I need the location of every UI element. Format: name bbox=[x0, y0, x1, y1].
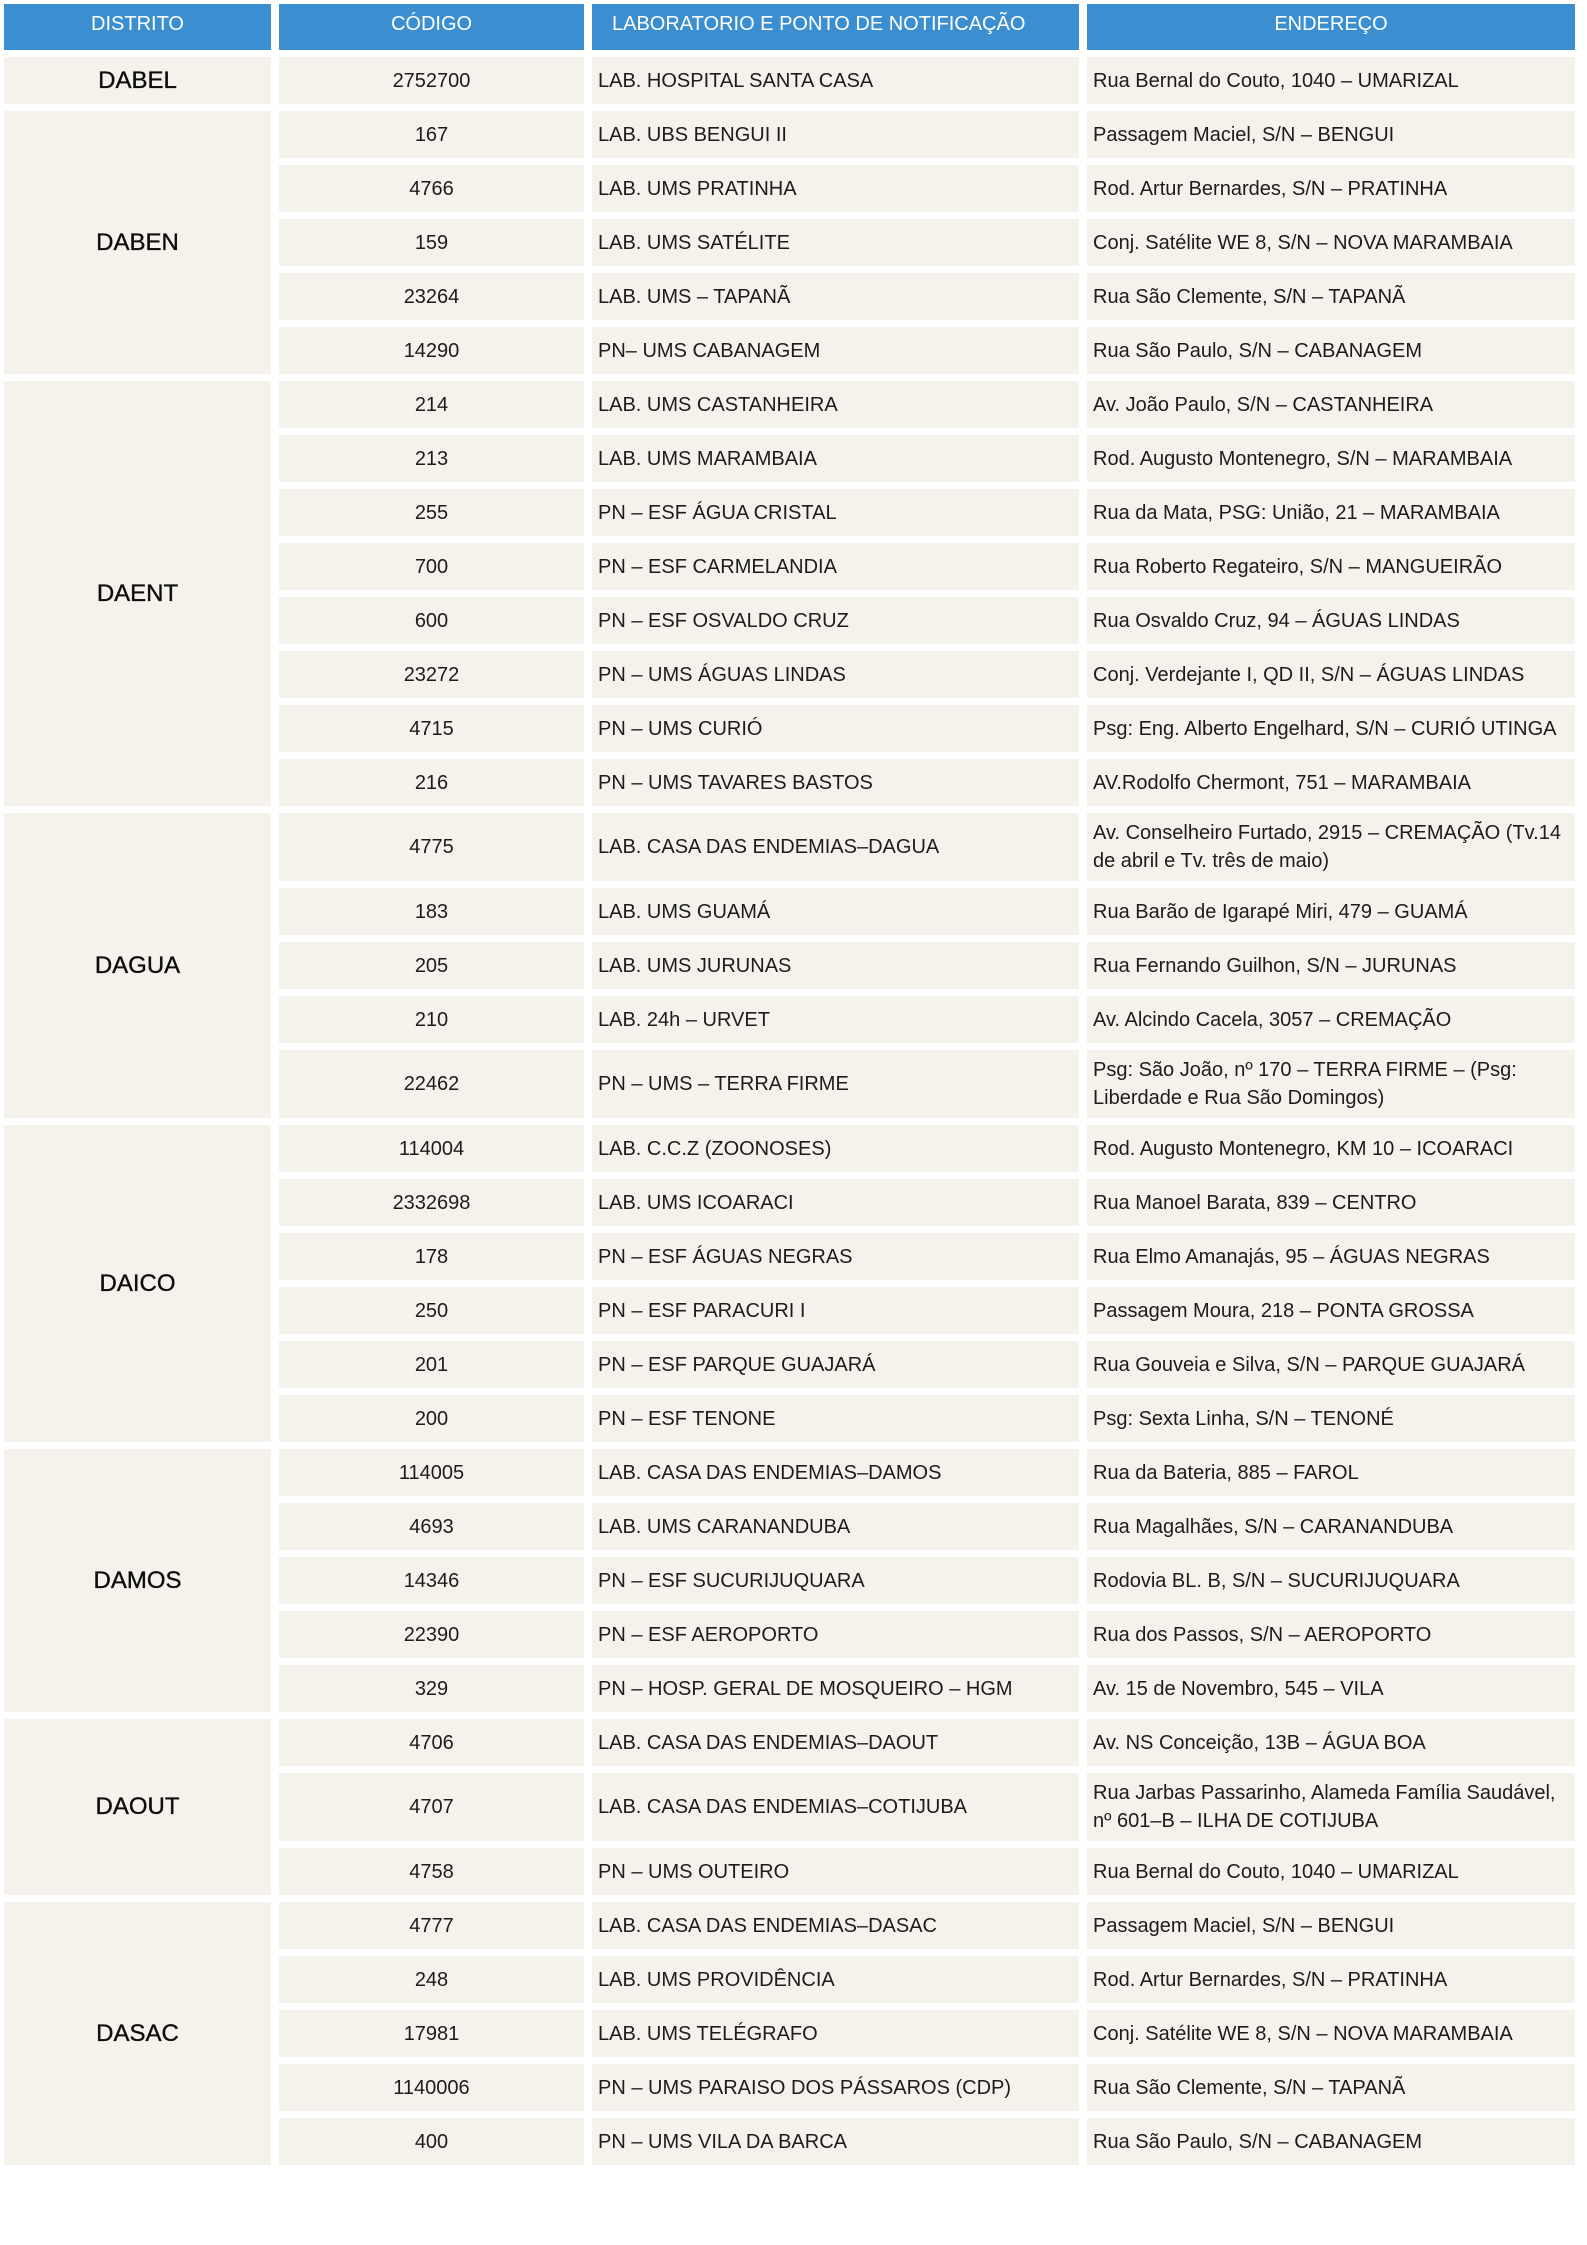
endereco-cell: Passagem Maciel, S/N – BENGUI bbox=[1087, 111, 1575, 158]
table-row bbox=[4, 381, 1575, 428]
codigo-cell: 329 bbox=[279, 1665, 584, 1712]
laboratorio-cell: LAB. UMS SATÉLITE bbox=[592, 219, 1079, 266]
codigo-cell: 22462 bbox=[279, 1050, 584, 1118]
endereco-cell: Rua Elmo Amanajás, 95 – ÁGUAS NEGRAS bbox=[1087, 1233, 1575, 1280]
codigo-cell: 600 bbox=[279, 597, 584, 644]
endereco-cell: Av. Conselheiro Furtado, 2915 – CREMAÇÃO (Tv.14 de abril e Tv. três de maio) bbox=[1087, 813, 1575, 881]
laboratorio-cell: PN – ESF CARMELANDIA bbox=[592, 543, 1079, 590]
endereco-cell: Rod. Augusto Montenegro, S/N – MARAMBAIA bbox=[1087, 435, 1575, 482]
laboratorio-cell: LAB. UMS TELÉGRAFO bbox=[592, 2010, 1079, 2057]
laboratorio-cell: PN – ESF SUCURIJUQUARA bbox=[592, 1557, 1079, 1604]
codigo-cell: 255 bbox=[279, 489, 584, 536]
laboratorio-cell: PN – UMS ÁGUAS LINDAS bbox=[592, 651, 1079, 698]
endereco-cell: Psg: Sexta Linha, S/N – TENONÉ bbox=[1087, 1395, 1575, 1442]
codigo-cell: 210 bbox=[279, 996, 584, 1043]
laboratorio-cell: PN – ESF TENONE bbox=[592, 1395, 1079, 1442]
endereco-cell: Rua Gouveia e Silva, S/N – PARQUE GUAJARÁ bbox=[1087, 1341, 1575, 1388]
laboratorio-cell: PN – UMS VILA DA BARCA bbox=[592, 2118, 1079, 2165]
endereco-cell: Rua dos Passos, S/N – AEROPORTO bbox=[1087, 1611, 1575, 1658]
distrito-cell: DABEN bbox=[4, 111, 271, 374]
laboratorio-cell: PN – ESF ÁGUAS NEGRAS bbox=[592, 1233, 1079, 1280]
endereco-cell: Rua Fernando Guilhon, S/N – JURUNAS bbox=[1087, 942, 1575, 989]
endereco-cell: Rua São Clemente, S/N – TAPANÃ bbox=[1087, 2064, 1575, 2111]
laboratorio-cell: PN – UMS PARAISO DOS PÁSSAROS (CDP) bbox=[592, 2064, 1079, 2111]
codigo-cell: 17981 bbox=[279, 2010, 584, 2057]
endereco-cell: Passagem Moura, 218 – PONTA GROSSA bbox=[1087, 1287, 1575, 1334]
table-row bbox=[4, 1902, 1575, 1949]
table-row bbox=[4, 1719, 1575, 1766]
codigo-cell: 2332698 bbox=[279, 1179, 584, 1226]
codigo-cell: 700 bbox=[279, 543, 584, 590]
laboratorio-cell: LAB. UMS CARANANDUBA bbox=[592, 1503, 1079, 1550]
endereco-cell: Rua da Mata, PSG: União, 21 – MARAMBAIA bbox=[1087, 489, 1575, 536]
endereco-cell: Rua Jarbas Passarinho, Alameda Família Saudável, nº 601–B – ILHA DE COTIJUBA bbox=[1087, 1773, 1575, 1841]
endereco-cell: Rua São Paulo, S/N – CABANAGEM bbox=[1087, 2118, 1575, 2165]
distrito-cell: DASAC bbox=[4, 1902, 271, 2165]
header-endereco: ENDEREÇO bbox=[1087, 4, 1575, 50]
endereco-cell: Av. Alcindo Cacela, 3057 – CREMAÇÃO bbox=[1087, 996, 1575, 1043]
table-row bbox=[4, 813, 1575, 881]
laboratorio-cell: LAB. HOSPITAL SANTA CASA bbox=[592, 57, 1079, 104]
laboratorio-cell: LAB. CASA DAS ENDEMIAS–DASAC bbox=[592, 1902, 1079, 1949]
laboratorio-cell: LAB. UMS PROVIDÊNCIA bbox=[592, 1956, 1079, 2003]
laboratorio-cell: PN – UMS OUTEIRO bbox=[592, 1848, 1079, 1895]
codigo-cell: 216 bbox=[279, 759, 584, 806]
endereco-cell: Rua Bernal do Couto, 1040 – UMARIZAL bbox=[1087, 57, 1575, 104]
endereco-cell: Rodovia BL. B, S/N – SUCURIJUQUARA bbox=[1087, 1557, 1575, 1604]
table-row bbox=[4, 1449, 1575, 1496]
laboratorio-cell: PN – ESF OSVALDO CRUZ bbox=[592, 597, 1079, 644]
distrito-cell: DAOUT bbox=[4, 1719, 271, 1895]
codigo-cell: 23272 bbox=[279, 651, 584, 698]
laboratorio-cell: LAB. UMS PRATINHA bbox=[592, 165, 1079, 212]
codigo-cell: 213 bbox=[279, 435, 584, 482]
endereco-cell: Rua São Paulo, S/N – CABANAGEM bbox=[1087, 327, 1575, 374]
laboratorio-cell: PN – ESF AEROPORTO bbox=[592, 1611, 1079, 1658]
codigo-cell: 200 bbox=[279, 1395, 584, 1442]
codigo-cell: 4758 bbox=[279, 1848, 584, 1895]
endereco-cell: Av. NS Conceição, 13B – ÁGUA BOA bbox=[1087, 1719, 1575, 1766]
table-header bbox=[4, 4, 1575, 50]
laboratorio-cell: LAB. CASA DAS ENDEMIAS–DAGUA bbox=[592, 813, 1079, 881]
table-row bbox=[4, 111, 1575, 158]
table-row bbox=[4, 1125, 1575, 1172]
endereco-cell: Rua Manoel Barata, 839 – CENTRO bbox=[1087, 1179, 1575, 1226]
endereco-cell: Rua Magalhães, S/N – CARANANDUBA bbox=[1087, 1503, 1575, 1550]
codigo-cell: 201 bbox=[279, 1341, 584, 1388]
header-laboratorio: LABORATORIO E PONTO DE NOTIFICAÇÃO bbox=[592, 4, 1079, 50]
laboratorio-cell: LAB. UMS MARAMBAIA bbox=[592, 435, 1079, 482]
distrito-cell: DABEL bbox=[4, 57, 271, 104]
codigo-cell: 4777 bbox=[279, 1902, 584, 1949]
codigo-cell: 178 bbox=[279, 1233, 584, 1280]
codigo-cell: 114004 bbox=[279, 1125, 584, 1172]
header-row bbox=[4, 4, 1575, 50]
endereco-cell: Psg: Eng. Alberto Engelhard, S/N – CURIÓ UTINGA bbox=[1087, 705, 1575, 752]
codigo-cell: 4707 bbox=[279, 1773, 584, 1841]
distrito-cell: DAGUA bbox=[4, 813, 271, 1118]
laboratorio-cell: PN – UMS – TERRA FIRME bbox=[592, 1050, 1079, 1118]
laboratorio-cell: PN – ESF PARQUE GUAJARÁ bbox=[592, 1341, 1079, 1388]
codigo-cell: 114005 bbox=[279, 1449, 584, 1496]
endereco-cell: Rua Bernal do Couto, 1040 – UMARIZAL bbox=[1087, 1848, 1575, 1895]
laboratorio-cell: LAB. UMS CASTANHEIRA bbox=[592, 381, 1079, 428]
laboratorio-cell: PN– UMS CABANAGEM bbox=[592, 327, 1079, 374]
codigo-cell: 14346 bbox=[279, 1557, 584, 1604]
laboratorio-cell: LAB. UMS GUAMÁ bbox=[592, 888, 1079, 935]
laboratorio-cell: LAB. CASA DAS ENDEMIAS–DAMOS bbox=[592, 1449, 1079, 1496]
laboratorio-cell: LAB. CASA DAS ENDEMIAS–DAOUT bbox=[592, 1719, 1079, 1766]
endereco-cell: Rod. Artur Bernardes, S/N – PRATINHA bbox=[1087, 1956, 1575, 2003]
laboratorio-cell: LAB. UMS JURUNAS bbox=[592, 942, 1079, 989]
laboratorio-cell: LAB. C.C.Z (ZOONOSES) bbox=[592, 1125, 1079, 1172]
endereco-cell: Conj. Verdejante I, QD II, S/N – ÁGUAS LINDAS bbox=[1087, 651, 1575, 698]
codigo-cell: 4766 bbox=[279, 165, 584, 212]
laboratorio-cell: PN – UMS TAVARES BASTOS bbox=[592, 759, 1079, 806]
codigo-cell: 183 bbox=[279, 888, 584, 935]
endereco-cell: Rua São Clemente, S/N – TAPANÃ bbox=[1087, 273, 1575, 320]
laboratorio-cell: PN – ESF PARACURI I bbox=[592, 1287, 1079, 1334]
codigo-cell: 22390 bbox=[279, 1611, 584, 1658]
codigo-cell: 1140006 bbox=[279, 2064, 584, 2111]
laboratorio-cell: LAB. UMS ICOARACI bbox=[592, 1179, 1079, 1226]
endereco-cell: Psg: São João, nº 170 – TERRA FIRME – (Psg: Liberdade e Rua São Domingos) bbox=[1087, 1050, 1575, 1118]
endereco-cell: Passagem Maciel, S/N – BENGUI bbox=[1087, 1902, 1575, 1949]
codigo-cell: 4706 bbox=[279, 1719, 584, 1766]
endereco-cell: Conj. Satélite WE 8, S/N – NOVA MARAMBAIA bbox=[1087, 2010, 1575, 2057]
codigo-cell: 250 bbox=[279, 1287, 584, 1334]
endereco-cell: Rua Barão de Igarapé Miri, 479 – GUAMÁ bbox=[1087, 888, 1575, 935]
codigo-cell: 4715 bbox=[279, 705, 584, 752]
endereco-cell: Rod. Artur Bernardes, S/N – PRATINHA bbox=[1087, 165, 1575, 212]
laboratorio-cell: PN – ESF ÁGUA CRISTAL bbox=[592, 489, 1079, 536]
laboratorio-cell: LAB. CASA DAS ENDEMIAS–COTIJUBA bbox=[592, 1773, 1079, 1841]
laboratorio-cell: LAB. 24h – URVET bbox=[592, 996, 1079, 1043]
codigo-cell: 214 bbox=[279, 381, 584, 428]
codigo-cell: 14290 bbox=[279, 327, 584, 374]
codigo-cell: 400 bbox=[279, 2118, 584, 2165]
endereco-cell: Rua da Bateria, 885 – FAROL bbox=[1087, 1449, 1575, 1496]
endereco-cell: Rod. Augusto Montenegro, KM 10 – ICOARACI bbox=[1087, 1125, 1575, 1172]
laboratorio-cell: PN – UMS CURIÓ bbox=[592, 705, 1079, 752]
codigo-cell: 2752700 bbox=[279, 57, 584, 104]
table-row bbox=[4, 57, 1575, 104]
endereco-cell: Conj. Satélite WE 8, S/N – NOVA MARAMBAIA bbox=[1087, 219, 1575, 266]
codigo-cell: 205 bbox=[279, 942, 584, 989]
endereco-cell: AV.Rodolfo Chermont, 751 – MARAMBAIA bbox=[1087, 759, 1575, 806]
laboratorio-cell: LAB. UMS – TAPANÃ bbox=[592, 273, 1079, 320]
distrito-cell: DAICO bbox=[4, 1125, 271, 1442]
distrito-cell: DAMOS bbox=[4, 1449, 271, 1712]
laboratorio-cell: LAB. UBS BENGUI II bbox=[592, 111, 1079, 158]
endereco-cell: Rua Osvaldo Cruz, 94 – ÁGUAS LINDAS bbox=[1087, 597, 1575, 644]
header-codigo: CÓDIGO bbox=[279, 4, 584, 50]
codigo-cell: 4775 bbox=[279, 813, 584, 881]
distrito-cell: DAENT bbox=[4, 381, 271, 806]
codigo-cell: 159 bbox=[279, 219, 584, 266]
codigo-cell: 167 bbox=[279, 111, 584, 158]
laboratorio-cell: PN – HOSP. GERAL DE MOSQUEIRO – HGM bbox=[592, 1665, 1079, 1712]
endereco-cell: Av. João Paulo, S/N – CASTANHEIRA bbox=[1087, 381, 1575, 428]
endereco-cell: Rua Roberto Regateiro, S/N – MANGUEIRÃO bbox=[1087, 543, 1575, 590]
codigo-cell: 23264 bbox=[279, 273, 584, 320]
header-distrito: DISTRITO bbox=[4, 4, 271, 50]
codigo-cell: 4693 bbox=[279, 1503, 584, 1550]
table-body bbox=[4, 57, 1575, 2165]
endereco-cell: Av. 15 de Novembro, 545 – VILA bbox=[1087, 1665, 1575, 1712]
codigo-cell: 248 bbox=[279, 1956, 584, 2003]
